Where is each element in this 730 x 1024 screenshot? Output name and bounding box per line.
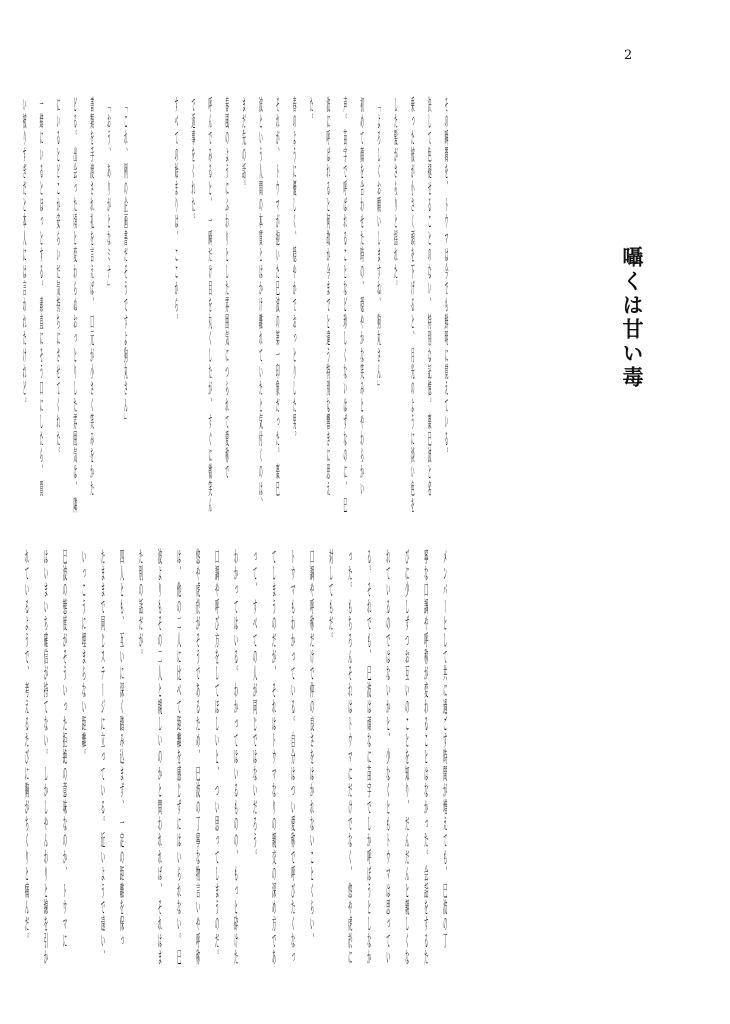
text-line: 呼んでみると、一瞬だけ目を丸くしたが、すぐに微笑ん [207, 96, 213, 514]
blank-line [156, 96, 162, 521]
text-line: れているのではないかと、少なくともトウマは思ってい [384, 548, 390, 966]
text-line: る。それでも、巳波は頑なに苗字でしか呼ぼうとしなか [365, 548, 371, 966]
text-line: 乗った彼が小さく頭を下げると、月光のように淡い色を [410, 96, 415, 514]
text-line: 悠や虎於がそうであるため、巳波の丁寧な物言いや呼称 [194, 548, 200, 966]
text-line: 波に呼ばれると何故か今までと違う特別な響きに思え [325, 96, 331, 497]
text-line: わかってはいる。わかってはいるものの、もっと砕けた [232, 548, 238, 966]
story-title: 囁くは甘い毒 [620, 246, 645, 390]
text-line: すべての始まりは、ここから。 [173, 96, 179, 330]
text-line: って、すべての人が同じではないだろう。 [251, 548, 257, 866]
text-line: 「よろしくお願いしますね、狗丸さん」 [376, 96, 381, 397]
text-line: れているようで、考えるたびに胸がちくりと痛んだ。 [23, 548, 29, 949]
text-line: 波よりもその二人と親しいのかと問われれば、それはま [156, 548, 162, 966]
page-number: 2 [624, 48, 633, 63]
text-line: た別の話だが。 [137, 548, 143, 665]
text-line: 「おう、ありがとなミナ」 [106, 96, 111, 297]
text-line: いっこうに埋まらない距離。 [80, 548, 86, 766]
text-line: はいまいち確信が持てない。しかしやんわりと線を引か [42, 548, 48, 966]
text-line: は、他の二人に比べて距離を感じずにはいられない。巳 [175, 548, 181, 966]
text-line: びに少しずつお互いのことを知り、だんだんと親しくな [403, 548, 409, 966]
text-line: 対してもだ。 [327, 548, 333, 649]
text-line: たままで同じステージに立っている。近いようで遠い、 [99, 548, 105, 966]
text-line: 寧な口調や呼称が変わることはなかった。会話をするた [422, 548, 428, 966]
text-line: その瞬間を、トウマは今でも鮮明に覚えている。 [443, 96, 449, 464]
text-line: どる。出会った頃と変わらぬおっとりした雰囲気は、隣 [72, 96, 78, 514]
text-line: メンバーとして共に過ごす時間が増えても、巳波の丁 [441, 548, 447, 949]
text-line: した髪がさらりと揺れた。 [393, 96, 398, 297]
text-line: 初めて顔を合わせた時の、穏やかな笑みとやわらかい [359, 96, 364, 497]
text-line: 「これ、例の企画書だそうですよ狗丸さん」 [123, 96, 128, 430]
text-line: た。 [308, 96, 314, 130]
text-line: 口調や呼び方をしてほしいと、つい思ってしまうのだ。 [213, 548, 219, 966]
text-line: 四人とも、互いに深く踏み込まず、一定の距離を保っ [118, 548, 124, 949]
text-line: まだ先の話。 [241, 96, 246, 197]
lower-text-block [10, 548, 460, 980]
upper-text-block [10, 96, 460, 521]
text-line: 巳波の態度がそういった拒絶の意味なのか、トウマに [61, 548, 67, 949]
text-line: 春風のようにふわりとした雰囲気につられて愛称で [224, 96, 229, 481]
text-line: てしまうのだが、それはトウマなりの親交の深め方であ [270, 548, 276, 966]
text-line: で返事をくれた。 [190, 96, 196, 230]
text-line: 声。苗字で呼ばれることなど珍しくないはずなのに、巳 [342, 96, 348, 514]
text-line: 波という人間の本質とはかけ離れていたと気付くのは、 [258, 96, 263, 514]
text-line: 一緒にいるとほっとする。素直にそう口にしたら、買 [38, 96, 44, 497]
text-line: い被りすぎだと本人には言われたけれど。 [22, 96, 27, 414]
blank-line [139, 96, 145, 521]
text-line: った。もちろんそれはトウマにだけでなく、悠や虎於に [346, 548, 352, 966]
text-line: 書類を手渡され礼を言えば、口元が小さく笑みをかた [89, 96, 94, 497]
text-line: 決して色褪せることのない、特別な記憶。棗巳波と名 [427, 96, 432, 497]
text-line: にいるとどこか安らいだ気持ちにさせてくれた。 [55, 96, 61, 464]
text-line: 口調や呼称だけで仲の良さをはかれないことくらい、 [308, 548, 314, 949]
text-line: それが、トウマが抱いた巳波の第一印象だった。棗巳 [275, 96, 280, 497]
text-line: トウマもわかっている。自分はつい愛称で呼びたくなっ [289, 548, 295, 966]
text-line: 春のように優しく、穏やかでおっとりした男。 [292, 96, 297, 447]
